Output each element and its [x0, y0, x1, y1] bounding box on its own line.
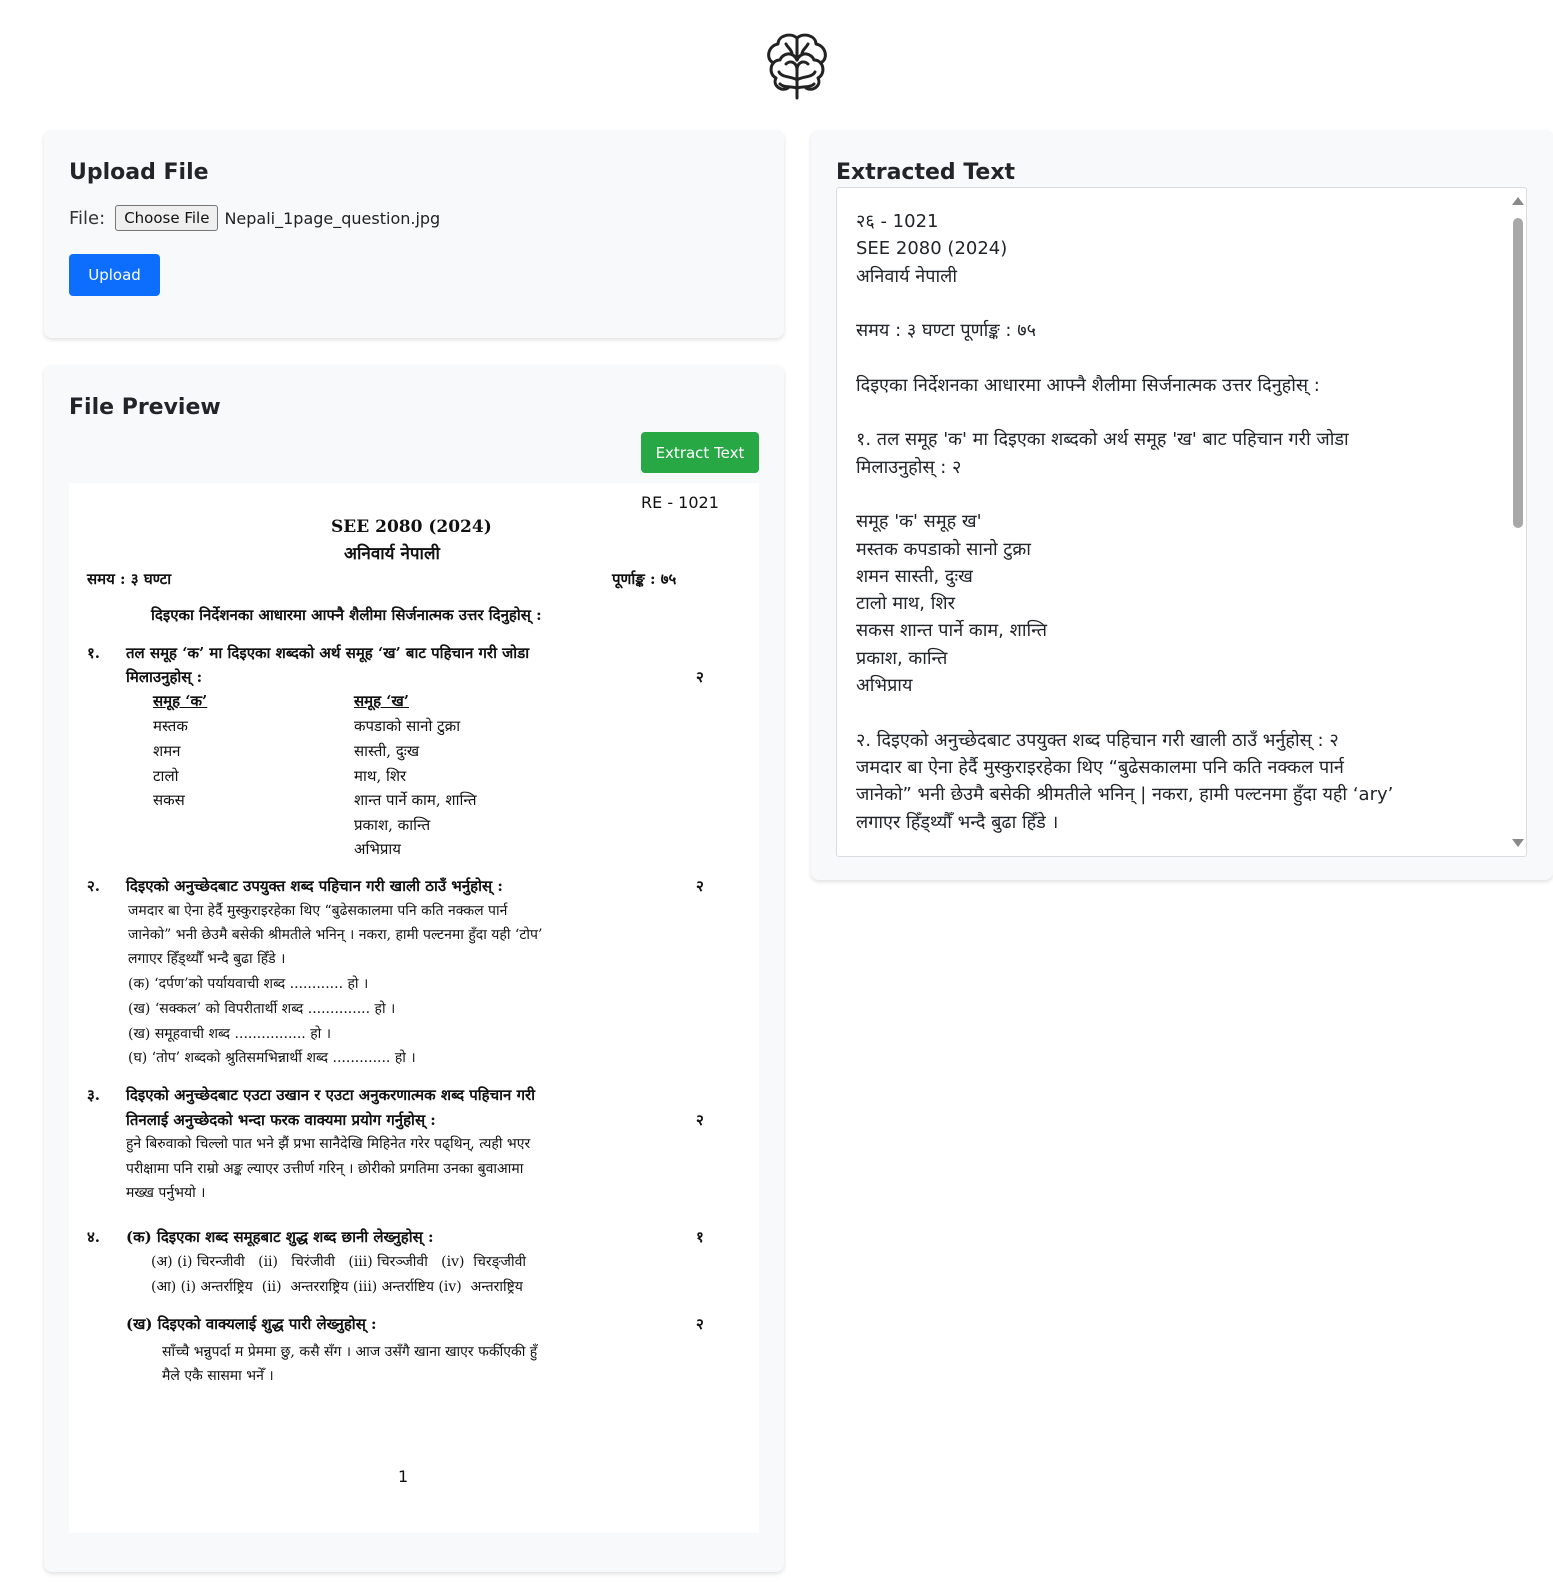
q3-heading-line2: तिनलाई अनुच्छेदको भन्दा फरक वाक्यमा प्रयोग गर्नुहोस् : — [126, 1111, 436, 1129]
q4b-sentence-line: मैले एकै सासमा भनेँ । — [162, 1368, 274, 1384]
upload-title: Upload File — [69, 160, 209, 185]
page-number: 1 — [398, 1467, 409, 1486]
document-preview-image — [69, 483, 759, 1533]
q1-b-item: कपडाको सानो टुक्रा — [354, 717, 461, 735]
q1-line1: तल समूह ‘क’ मा दिइएका शब्दको अर्थ समूह ‘ख’ बाट पहिचान गरी जोडा — [126, 644, 530, 662]
upload-card — [44, 130, 784, 338]
q1-group-a-head: समूह ‘क’ — [153, 692, 208, 710]
q2-item: (क) ‘दर्पण’को पर्यायवाची शब्द ............ हो । — [128, 976, 369, 992]
q3-paragraph-line: हुने बिरुवाको चिल्लो पात भने झैं प्रभा सानैदेखि मिहिनेत गरेर पढ्थिन्, त्यही भएर — [126, 1136, 531, 1152]
doc-subject: अनिवार्य नेपाली — [344, 544, 440, 564]
doc-exam: SEE 2080 (2024) — [331, 517, 492, 537]
q1-b-item: प्रकाश, कान्ति — [354, 816, 431, 834]
q4a-marks: १ — [696, 1228, 704, 1246]
extracted-textarea[interactable] — [836, 187, 1527, 857]
q1-number: १. — [87, 644, 101, 662]
scroll-up-arrow-icon[interactable] — [1512, 197, 1524, 205]
extracted-text-card — [811, 130, 1553, 880]
extracted-text-content: २६ - 1021 SEE 2080 (2024) अनिवार्य नेपाली समय : ३ घण्टा पूर्णाङ्क : ७५ दिइएका निर्देशनका आधारमा आफ्नै शैलीमा सिर्जनात्मक उत्तर दिनुहोस् : १. तल समूह 'क' मा दिइएका शब्दको अर्थ समूह 'ख' बाट पहिचान गरी जोडा मिलाउनुहोस् : २ समूह 'क' समूह ख' मस्तक कपडाको सानो टुक्रा शमन सास्ती, दुःख टालो माथ, शिर सकस शान्त पार्ने काम, शान्ति प्रकाश, कान्ति अभिप्राय २. दिइएको अनुच्छेदबाट उपयुक्त शब्द पहिचान गरी खाली ठाउँ भर्नुहोस् : २ जमदार बा ऐना हेर्दै मुस्कुराइरहेका थिए “बुढेसकालमा पनि कति नक्कल पार्न जानेको” भनी छेउमै बसेकी श्रीमतीले भनिन् | नकरा, हामी पल्टनमा हुँदा यही ‘ary’ लगाएर हिँड्थ्यौँ भन्दै बुढा हिँडे । — [856, 211, 1394, 833]
q1-a-item: टालो — [153, 767, 179, 785]
q4b-heading: (ख) दिइएको वाक्यलाई शुद्ध पारी लेख्नुहोस् : — [126, 1315, 377, 1333]
brain-tree-icon — [762, 30, 832, 100]
q2-item: (ख) समूहवाची शब्द ................ हो । — [128, 1026, 332, 1042]
preview-title: File Preview — [69, 395, 221, 420]
q1-b-item: अभिप्राय — [354, 840, 402, 858]
scroll-thumb[interactable] — [1513, 218, 1523, 528]
q1-b-item: सास्ती, दुःख — [354, 742, 420, 760]
q2-heading: दिइएको अनुच्छेदबाट उपयुक्त शब्द पहिचान गरी खाली ठाउँ भर्नुहोस् : — [126, 877, 503, 895]
q3-marks: २ — [696, 1111, 704, 1129]
q2-paragraph-line: जानेको” भनी छेउमै बसेकी श्रीमतीले भनिन् । नकरा, हामी पल्टनमा हुँदा यही ‘टोप’ — [128, 927, 543, 943]
doc-code: RE - 1021 — [641, 493, 719, 512]
q1-line2: मिलाउनुहोस् : — [126, 668, 203, 686]
file-preview-card — [44, 365, 784, 1572]
upload-button[interactable]: Upload — [69, 254, 160, 296]
q4a-options-row: (अ) (i) चिरन्जीवी (ii) चिरंजीवी (iii) चिरञ्जीवी (iv) चिरङ्जीवी — [151, 1254, 526, 1270]
q2-item: (ख) ‘सक्कल’ को विपरीतार्थी शब्द .............. हो । — [128, 1001, 396, 1017]
q1-a-item: शमन — [153, 742, 181, 760]
choose-file-button[interactable]: Choose File — [115, 205, 218, 231]
q1-marks: २ — [696, 668, 704, 686]
q4a-heading: (क) दिइएका शब्द समूहबाट शुद्ध शब्द छानी लेख्नुहोस् : — [126, 1228, 434, 1246]
q2-marks: २ — [696, 877, 704, 895]
q1-group-b-head: समूह ‘ख’ — [354, 692, 410, 710]
q3-paragraph-line: मख्ख पर्नुभयो । — [126, 1185, 206, 1201]
doc-instruction: दिइएका निर्देशनका आधारमा आफ्नै शैलीमा सिर्जनात्मक उत्तर दिनुहोस् : — [151, 606, 542, 624]
extracted-title: Extracted Text — [836, 160, 1016, 185]
doc-time: समय : ३ घण्टा — [87, 570, 172, 588]
q3-heading-line1: दिइएको अनुच्छेदबाट एउटा उखान र एउटा अनुकरणात्मक शब्द पहिचान गरी — [126, 1086, 536, 1104]
q4a-options-row: (आ) (i) अन्तर्राष्ट्रिय (ii) अन्तरराष्ट्रिय (iii) अन्तर्राष्टिय (iv) अन्तराष्ट्रिय — [151, 1279, 523, 1295]
q2-paragraph-line: जमदार बा ऐना हेर्दै मुस्कुराइरहेका थिए “बुढेसकालमा पनि कति नक्कल पार्न — [128, 903, 508, 919]
q2-number: २. — [87, 877, 101, 895]
q1-b-item: माथ, शिर — [354, 767, 407, 785]
doc-full-marks: पूर्णाङ्क : ७५ — [612, 570, 677, 588]
q1-a-item: मस्तक — [153, 717, 188, 735]
scroll-down-arrow-icon[interactable] — [1512, 839, 1524, 847]
q3-number: ३. — [87, 1086, 101, 1104]
q4b-sentence-line: साँच्चै भन्नुपर्दा म प्रेममा छु, कसै सँग । आज उसँगै खाना खाएर फर्कीएकी हुँ — [162, 1344, 538, 1360]
file-label: File: — [69, 207, 106, 229]
selected-file-name: Nepali_1page_question.jpg — [224, 208, 441, 228]
q4b-marks: २ — [696, 1315, 704, 1333]
q3-paragraph-line: परीक्षामा पनि राम्रो अङ्क ल्याएर उत्तीर्ण गरिन् । छोरीको प्रगतिमा उनका बुवाआमा — [126, 1161, 524, 1177]
q1-b-item: शान्त पार्ने काम, शान्ति — [354, 791, 477, 809]
q4-number: ४. — [87, 1228, 101, 1246]
vertical-scrollbar[interactable] — [1508, 188, 1526, 856]
extract-text-button[interactable]: Extract Text — [641, 432, 759, 473]
file-row — [69, 205, 440, 231]
q2-paragraph-line: लगाएर हिँड्थ्यौँ भन्दै बुढा हिँडे । — [128, 951, 286, 967]
q1-a-item: सकस — [153, 791, 185, 809]
q2-item: (घ) ‘तोप’ शब्दको श्रुतिसमभिन्नार्थी शब्द ............. हो । — [128, 1050, 416, 1066]
